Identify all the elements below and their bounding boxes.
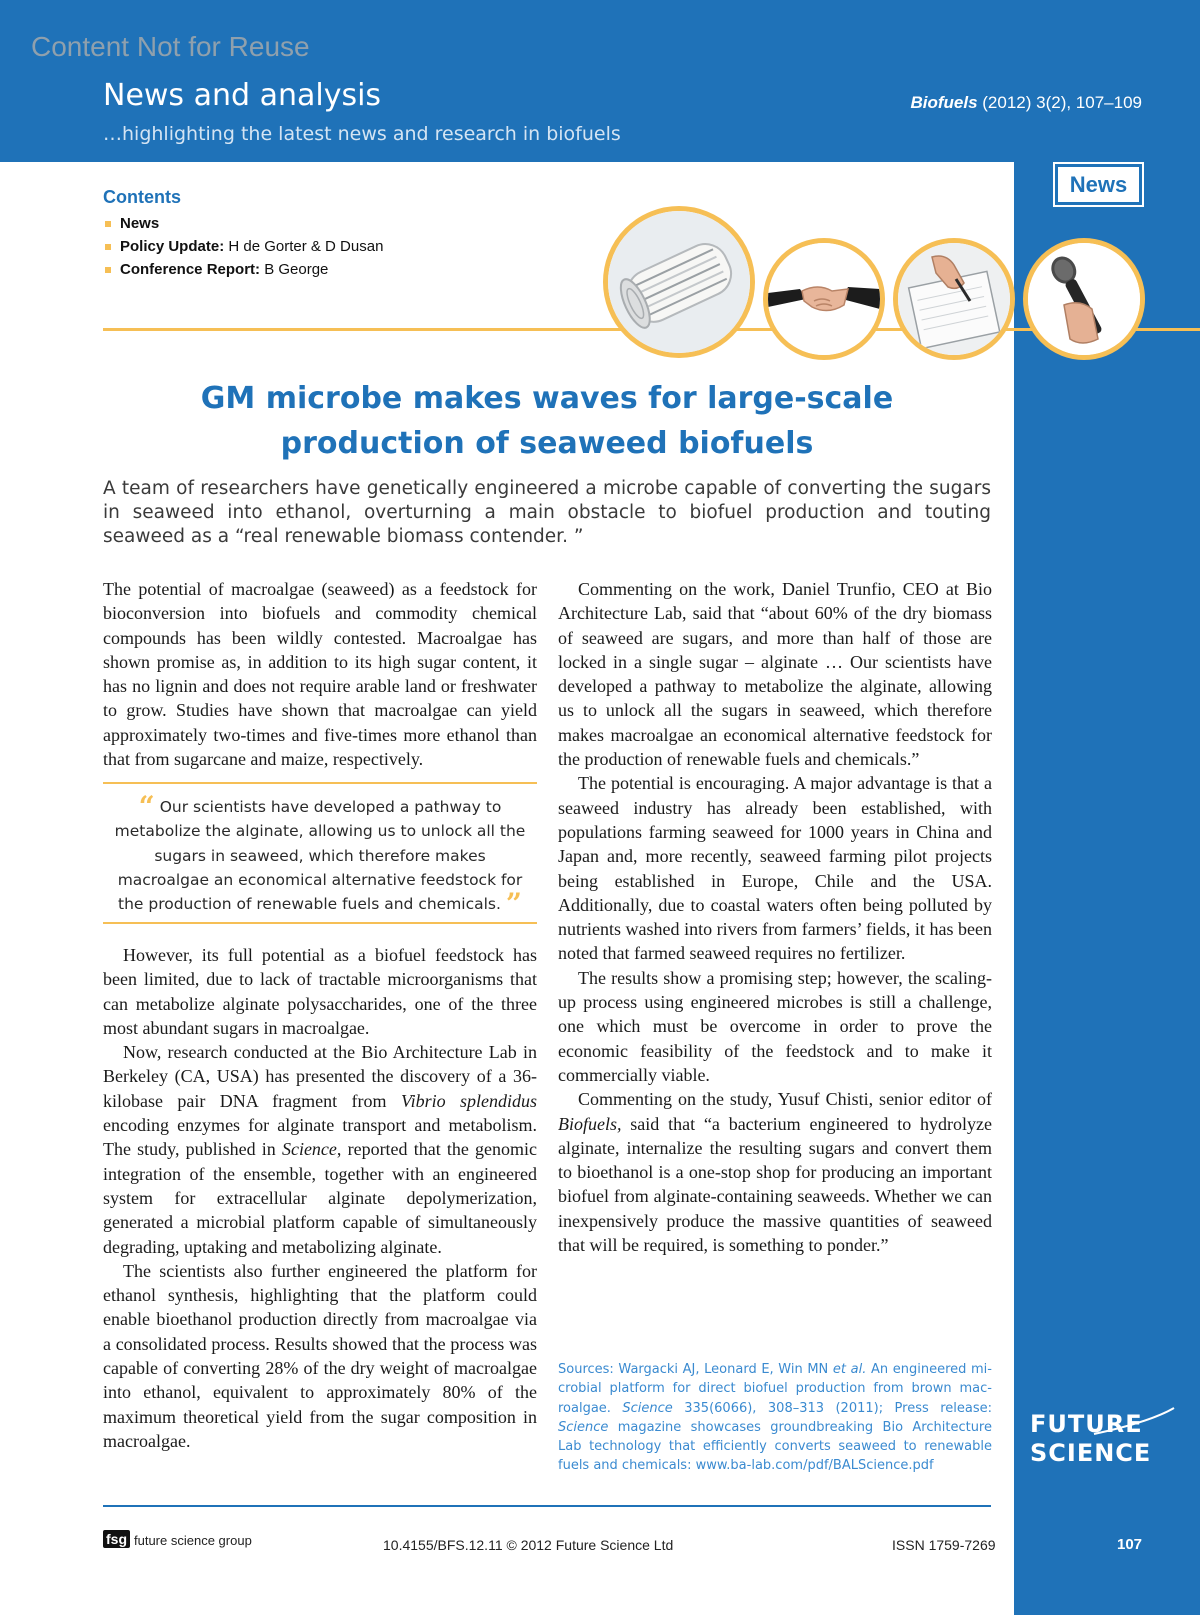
fsg-mark: fsg [103, 1530, 130, 1548]
article-column-2 [558, 577, 992, 1257]
paragraph: The potential is encouraging. A major advantage is that a seaweed industry has already been established, with populations farming seaweed for 1000 years in China and Japan and, more recently, seaweed farming pilot projects being established in Europe, Chile and the USA. Additionally, due to coastal waters often being polluted by nutrients washed into rivers from farmers’ fields, it has been noted that farmed seaweed requires no fertilizer. [558, 773, 992, 964]
text-run: 335(6066), 308–313 (2011); Press release: [672, 1400, 992, 1416]
contents-box [103, 187, 383, 281]
article-lead: A team of researchers have genetically engineered a microbe capable of converting the sugars in seaweed into ethanol, overturning a main obstacle to biofuel production and touting seaweed as a “real renewable biomass contender. ” [103, 478, 991, 547]
text-run: Commenting on the study, Yusuf Chisti, senior editor of [578, 1089, 992, 1110]
text-run: said that “a bacterium engineered to hydrolyze alginate, internalize the resulting sugars and convert them to bioethanol is a one-stop shop for producing an important biofuel from alginate-containing seaweeds. Whether we can inexpensively produce the massive quantities of seaweed that will be required, is something to ponder.” [558, 1113, 992, 1256]
paragraph: The results show a promising step; however, the scaling-up process using engineered microbes is still a challenge, one which must be overcome in order to prove the economic feasibility of the feedstock and to make it commercially viable. [558, 967, 992, 1085]
paragraph: The potential of macroalgae (seaweed) as a feedstock for bioconversion into biofuels and commodity chemical compounds has been wildly contested. Macroalgae has shown promise as, in addition to its high sugar content, it has no lignin and does not require arable land or freshwater to grow. Studies have shown that macroalgae can yield approximately two-times and five-times more ethanol than that from sugarcane and maize, respectively. [103, 579, 537, 770]
swoosh-icon [1090, 1404, 1180, 1438]
pullquote-rule-bottom [103, 922, 537, 924]
contents-item-title: Conference Report: [120, 261, 261, 278]
sources-note [558, 1360, 992, 1476]
text-run: Now, research conducted at the Bio Architecture Lab in Berkeley (CA, USA) has presented the discovery of a 36-kilobase pair DNA fragment from [103, 1042, 537, 1111]
headline-line: production of seaweed biofuels [280, 426, 814, 461]
contents-heading: Contents [103, 187, 181, 207]
fsg-logo [103, 1530, 252, 1548]
journal-ref: Biofuels, [558, 1113, 622, 1134]
journal-citation [910, 93, 1142, 113]
journal-ref: Science [281, 1139, 337, 1160]
headline-line: GM microbe makes waves for large-scale [200, 381, 894, 416]
paragraph [103, 1040, 537, 1259]
logo-line: SCIENCE [1030, 1439, 1152, 1467]
section-subtitle: …highlighting the latest news and research in biofuels [103, 123, 621, 145]
text-run: , reported that the genomic integration of the ensemble, together with an engineered system for extracellular alginate depolymerization, generated a microbial platform capable of simultaneously degrading, uptaking and metabolizing alginate. [103, 1139, 537, 1257]
contents-item [103, 235, 383, 258]
fsg-text: future science group [134, 1533, 252, 1548]
contents-item-title: News [120, 215, 160, 232]
contents-item-authors: B George [260, 261, 329, 278]
open-quote-icon: “ [138, 790, 155, 823]
text-run: et al. [832, 1362, 867, 1377]
section-title: News and analysis [103, 78, 382, 113]
paragraph [558, 1087, 992, 1257]
logo-line: FUTURE [1030, 1410, 1143, 1438]
newspaper-icon [603, 206, 755, 358]
pullquote-rule-top [103, 782, 537, 784]
writing-hand-icon [893, 238, 1015, 360]
handshake-icon [763, 238, 885, 360]
contents-item-title: Policy Update: [120, 238, 225, 255]
footer-rule [103, 1505, 991, 1507]
article-column-1-top [103, 577, 537, 771]
contents-item [103, 212, 383, 235]
journal-name: Biofuels [910, 93, 978, 112]
article-headline [103, 376, 991, 466]
contents-item [103, 258, 383, 281]
text-run: An engineered microbial platform for direct biofuel production from brown macroalgae. [558, 1362, 992, 1416]
paragraph: However, its full potential as a biofuel feedstock has been limited, due to lack of tractable microorganisms that can metabolize alginate polysaccharides, one of the three most abundant sugars in macroalgae. [103, 945, 537, 1038]
news-badge: News [1055, 164, 1142, 205]
sources-link-text: magazine showcases groundbreaking Bio Architecture Lab technology that efficiently converts seaweed to renewable fuels and chemicals: www.ba-lab.com/pdf/BALScience.pdf [558, 1419, 992, 1474]
pullquote [108, 790, 532, 921]
journal-ref: Science [558, 1419, 609, 1435]
right-sidebar [1014, 162, 1200, 1615]
close-quote-icon: ” [505, 887, 522, 921]
microphone-icon [1023, 238, 1145, 360]
species-name: Vibrio splendidus [400, 1090, 538, 1111]
paragraph: Commenting on the work, Daniel Trunfio, CEO at Bio Architecture Lab, said that “about 60% of the dry biomass of seaweed are sugars, and more than half of those are locked in a single sugar – alginate … Our scientists have developed a pathway to metabolize the alginate, allowing us to unlock all the sugars in seaweed, which therefore makes macroalgae an economical alternative feedstock for the production of renewable fuels and chemicals.” [558, 579, 992, 770]
watermark: Content Not for Reuse [31, 31, 310, 62]
footer-issn: ISSN 1759-7269 [892, 1537, 996, 1553]
text-run: encoding enzymes for alginate transport and metabolism. The study, published in [103, 1115, 537, 1160]
article-column-1-bottom [103, 943, 537, 1453]
text-run: Sources: Wargacki AJ, Leonard E, Win MN [558, 1362, 833, 1377]
paragraph: The scientists also further engineered the platform for ethanol synthesis, highlighting that the platform could enable bioethanol production directly from macroalgae via a consolidated process. Results showed that the process was capable of converting 28% of the dry weight of macroalgae into ethanol, equivalent to approximately 80% of the maximum theoretical yield from the sugar composition in macroalgae. [103, 1260, 537, 1451]
future-science-logo [1030, 1410, 1180, 1468]
journal-ref: Science [622, 1400, 673, 1416]
contents-list [103, 212, 383, 281]
pullquote-text: Our scientists have developed a pathway to metabolize the alginate, allowing us to unlock all the sugars in seaweed, which therefore makes macroalgae an economical alternative feedstock for the production of renewable fuels and chemicals. [114, 798, 526, 914]
citation-details: (2012) 3(2), 107–109 [977, 93, 1142, 112]
page-number: 107 [1117, 1536, 1143, 1553]
contents-item-authors: H de Gorter & D Dusan [224, 238, 384, 255]
footer-doi: 10.4155/BFS.12.11 © 2012 Future Science Ltd [383, 1537, 674, 1553]
